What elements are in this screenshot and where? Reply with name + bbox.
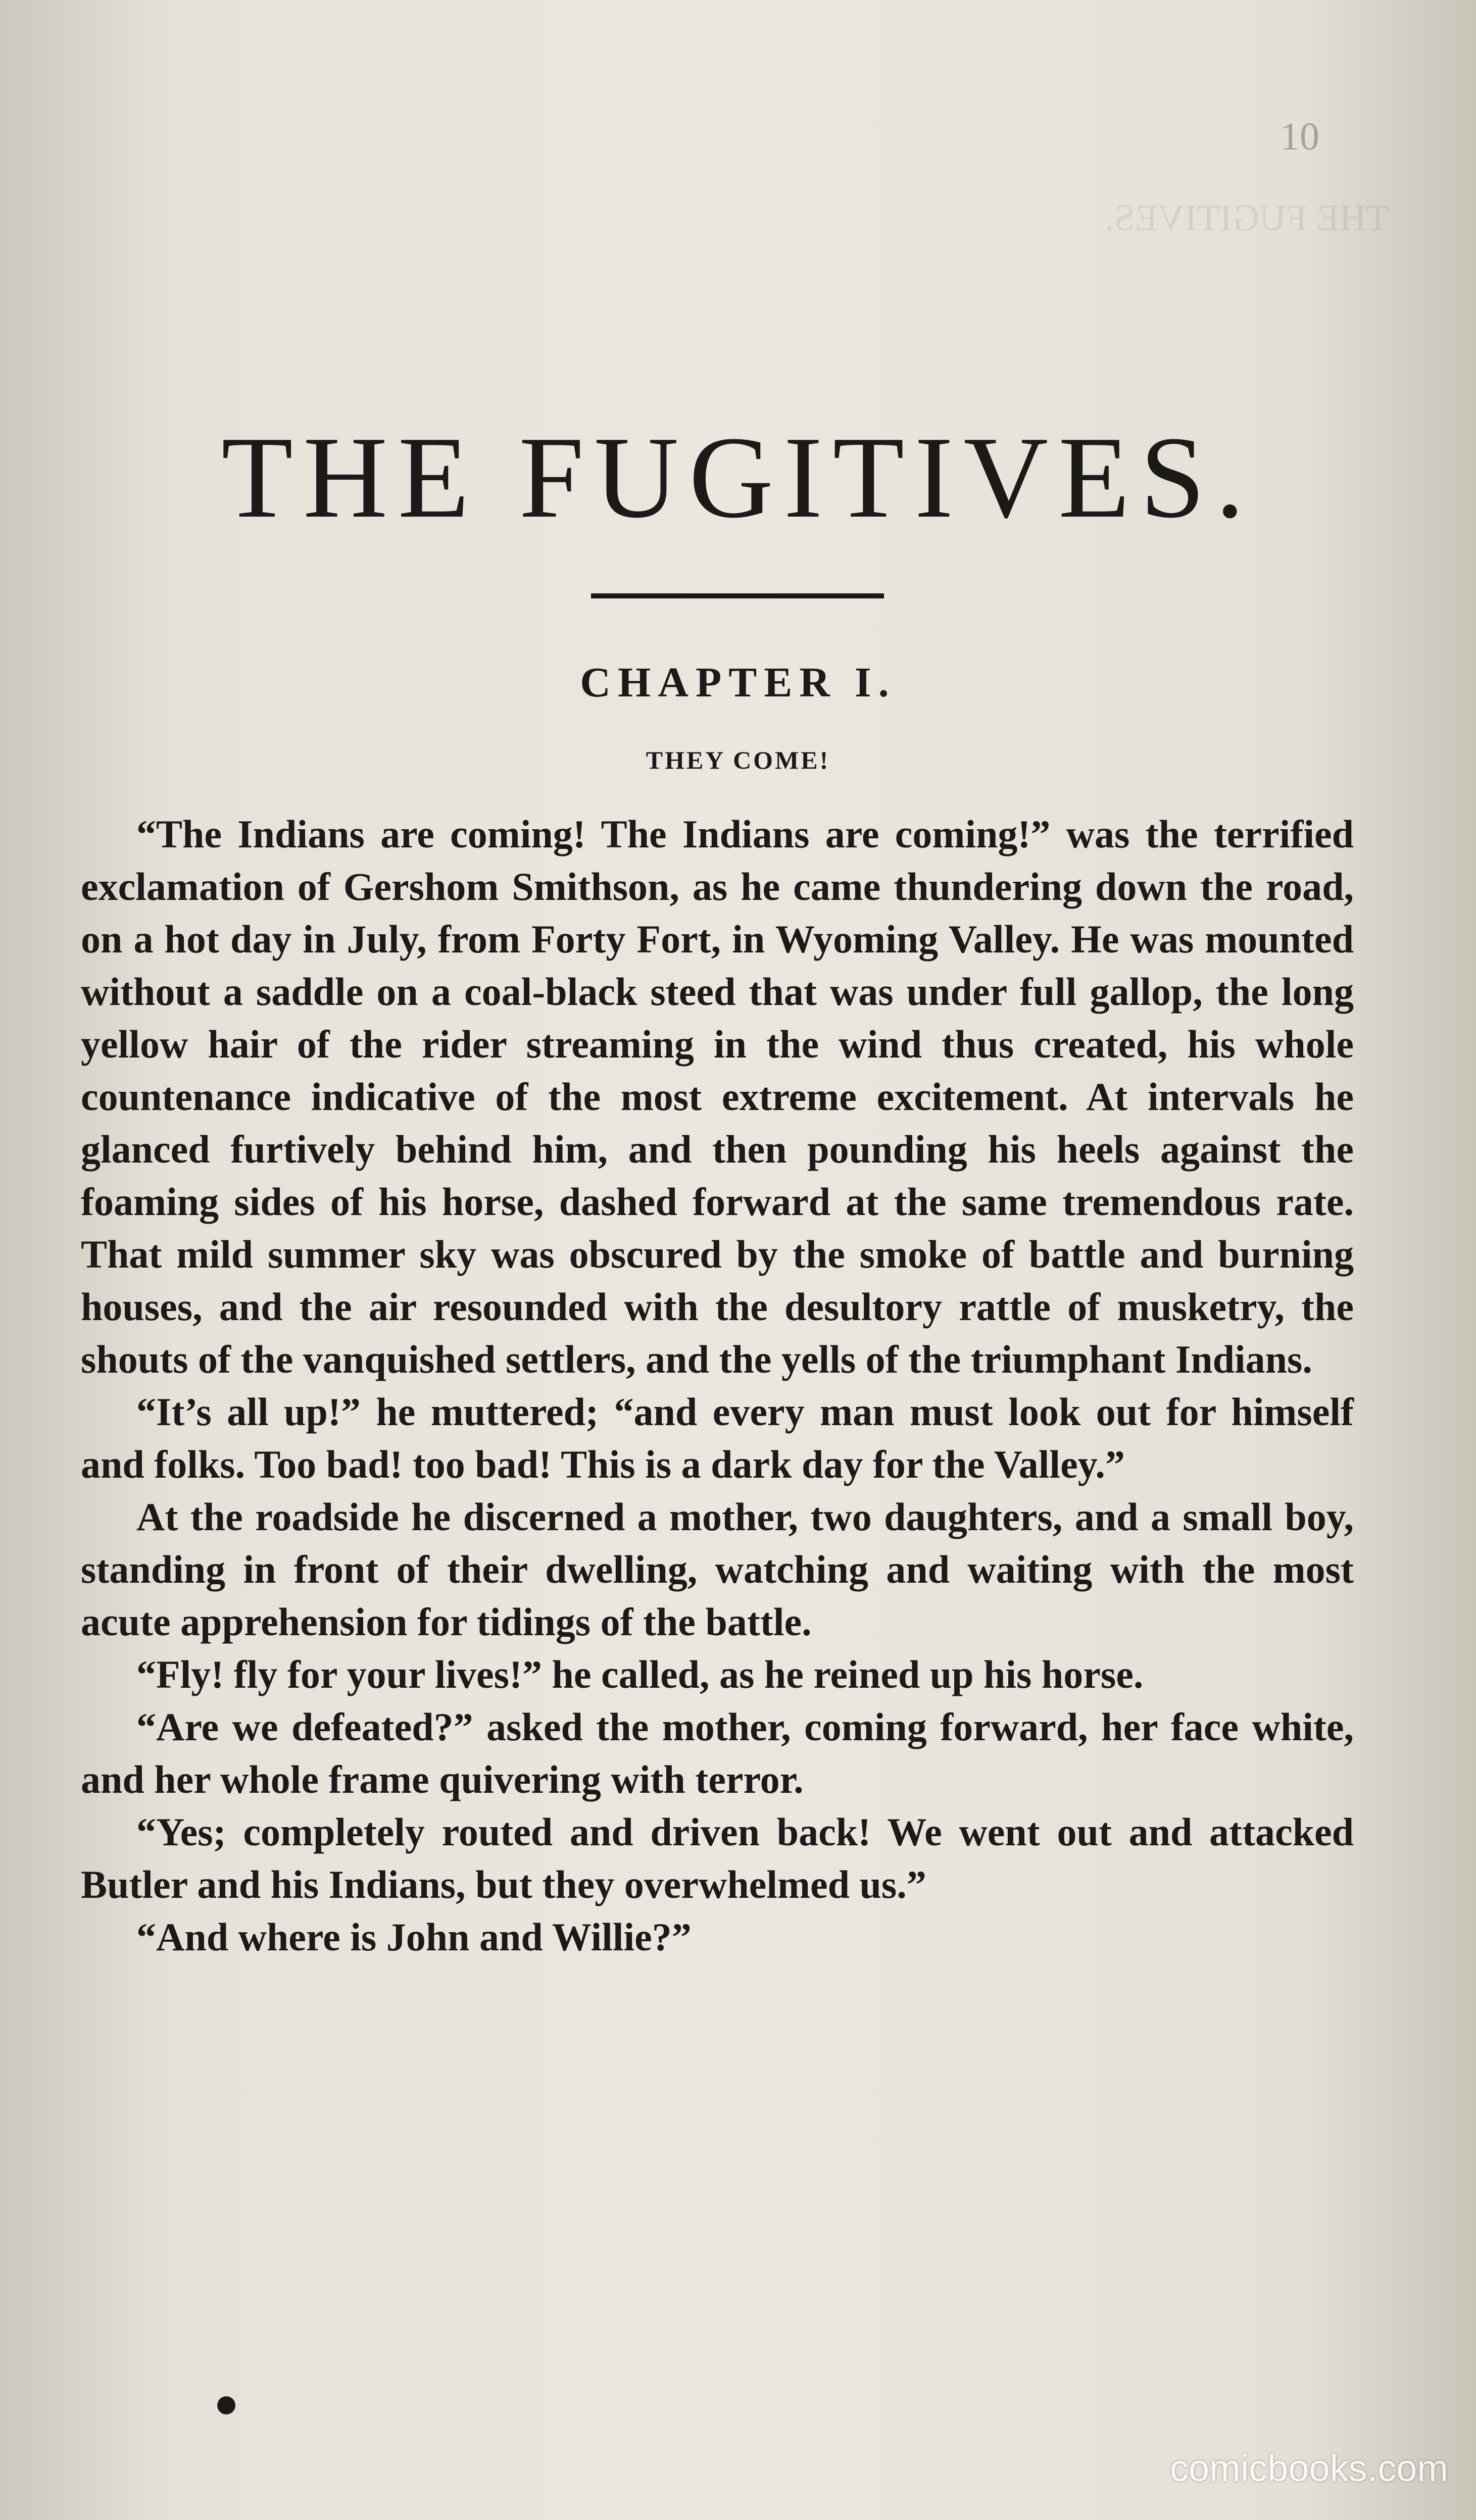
ghost-running-head: THE FUGITIVES. — [1104, 197, 1389, 239]
paragraph: “It’s all up!” he muttered; “and every man must look out for himself and folks. Too bad! too bad! This is a dark day for the Valley.” — [81, 1390, 1354, 1486]
chapter-body — [81, 808, 1354, 1963]
paragraph: “Fly! fly for your lives!” he called, as he reined up his horse. — [136, 1652, 1144, 1696]
watermark: comicbooks.com — [1169, 2447, 1448, 2489]
chapter-heading: CHAPTER I. — [580, 659, 896, 706]
chapter-subtitle: THEY COME! — [646, 746, 830, 774]
paragraph: “Are we defeated?” asked the mother, coming forward, her face white, and her whole frame quivering with terror. — [81, 1705, 1354, 1801]
title-rule — [591, 593, 884, 598]
paragraph: “And where is John and Willie?” — [136, 1915, 692, 1959]
book-title: THE FUGITIVES. — [221, 413, 1255, 542]
ink-dot — [217, 2396, 235, 2414]
paragraph: At the roadside he discerned a mother, two daughters, and a small boy, standing in front of their dwelling, watching and waiting with the most acute apprehension for tidings of the battle. — [81, 1495, 1354, 1644]
page-number: 10 — [1280, 114, 1319, 158]
paragraph: “Yes; completely routed and driven back! We went out and attacked Butler and his Indians, but they overwhelmed us.” — [81, 1810, 1354, 1906]
paragraph: “The Indians are coming! The Indians are coming!” was the terrified exclamation of Gershom Smithson, as he came thundering down the road, on a hot day in July, from Forty Fort, in Wyoming Valley. He was mounted without a saddle on a coal-black steed that was under full gallop, the long yellow hair of the rider streaming in the wind thus created, his whole countenance indicative of the most extreme excitement. At intervals he glanced furtively behind him, and then pounding his heels against the foaming sides of his horse, dashed forward at the same tremendous rate. That mild summer sky was obscured by the smoke of battle and burning houses, and the air resounded with the desultory rattle of musketry, the shouts of the vanquished settlers, and the yells of the triumphant Indians. — [81, 812, 1354, 1381]
